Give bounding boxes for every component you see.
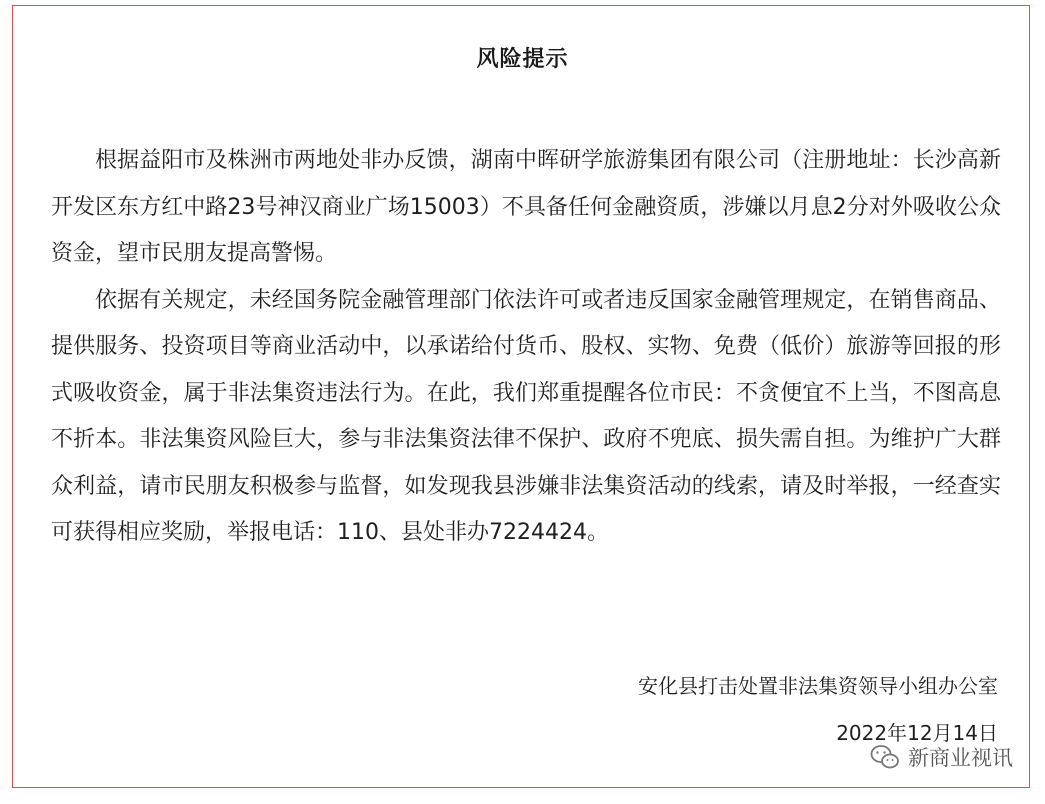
page-title: 风险提示 — [476, 47, 569, 72]
watermark-text: 新商业视讯 — [908, 746, 1013, 770]
wechat-icon — [870, 744, 900, 770]
watermark — [870, 742, 1013, 772]
signature: 安化县打击处置非法集资领导小组办公室 — [638, 674, 998, 698]
document-body — [51, 138, 1001, 557]
date: 2022年12月14日 — [836, 721, 998, 745]
paragraph-1: 根据益阳市及株洲市两地处非办反馈，湖南中晖研学旅游集团有限公司（注册地址：长沙高新开发区东方红中路23号神汉商业广场15003）不具备任何金融资质，涉嫌以月息2分对外吸收公众资金，望市民朋友提高警惕。 — [51, 148, 1001, 266]
paragraph-2: 依据有关规定，未经国务院金融管理部门依法许可或者违反国家金融管理规定，在销售商品、提供服务、投资项目等商业活动中，以承诺给付货币、股权、实物、免费（低价）旅游等回报的形式吸收资金，属于非法集资违法行为。在此，我们郑重提醒各位市民：不贪便宜不上当，不图高息不折本。非法集资风险巨大，参与非法集资法律不保护、政府不兜底、损失需自担。为维护广大群众利益，请市民朋友积极参与监督，如发现我县涉嫌非法集资活动的线索，请及时举报，一经查实可获得相应奖励，举报电话：110、县处非办7224424。 — [51, 287, 1001, 545]
